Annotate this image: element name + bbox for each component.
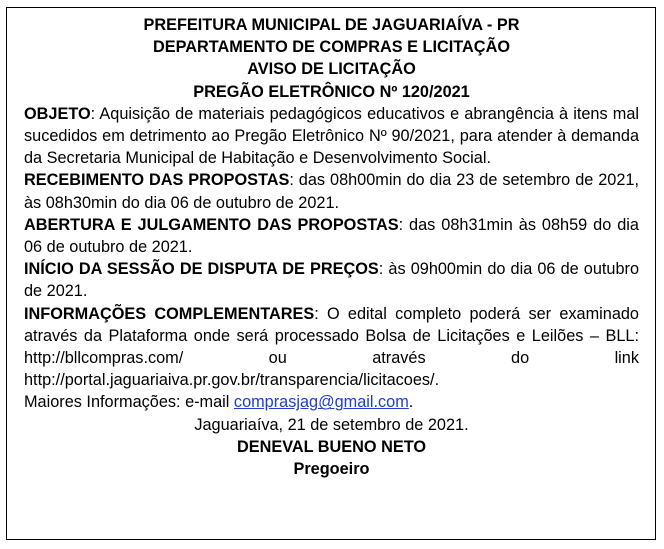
objeto-label: OBJETO bbox=[24, 104, 91, 123]
abertura-label: ABERTURA E JULGAMENTO DAS PROPOSTAS bbox=[24, 215, 399, 234]
abertura-text: : das 08h31min às 08h59 do dia 06 de outubro de 2021. bbox=[24, 215, 639, 257]
contact-line bbox=[24, 391, 639, 413]
date-line: Jaguariaíva, 21 de setembro de 2021. bbox=[194, 415, 469, 434]
header-aviso: AVISO DE LICITAÇÃO bbox=[247, 60, 416, 79]
informacoes-text: : O edital completo poderá ser examinado através da Plataforma onde será processado Bolsa de Licitações e Leilões – BLL: http://bllcompras.com/ ou através do link http://portal.jaguariaiva.pr.gov.br/transparencia/licitacoes/. bbox=[24, 304, 639, 390]
inicio-label: INÍCIO DA SESSÃO DE DISPUTA DE PREÇOS bbox=[24, 260, 379, 279]
signer-name: DENEVAL BUENO NETO bbox=[236, 437, 427, 456]
inicio-text: : às 09h00min do dia 06 de outubro de 2021. bbox=[24, 260, 639, 301]
section-informacoes bbox=[24, 303, 639, 392]
objeto-text: : Aquisição de materiais pedagógicos educativos e abrangência à itens mal sucedidos em detrimento ao Pregão Eletrônico Nº 90/2021, para atender à demanda da Secretaria Municipal de Habitação e Desenvolvimento Social. bbox=[24, 104, 639, 168]
email-link[interactable]: comprasjag@gmail.com bbox=[233, 393, 409, 412]
section-objeto bbox=[24, 103, 639, 170]
contact-suffix: . bbox=[408, 393, 414, 412]
licitacao-notice bbox=[6, 7, 656, 540]
recebimento-text: : das 08h00min do dia 23 de setembro de 2021, às 08h30min do dia 06 de outubro de 2021. bbox=[24, 171, 639, 212]
signer-role: Pregoeiro bbox=[293, 460, 370, 479]
header-pregao: PREGÃO ELETRÔNICO Nº 120/2021 bbox=[193, 82, 470, 101]
section-abertura bbox=[24, 214, 639, 258]
contact-prefix: Maiores Informações: e-mail bbox=[24, 393, 234, 412]
header-departamento: DEPARTAMENTO DE COMPRAS E LICITAÇÃO bbox=[153, 38, 510, 57]
section-inicio bbox=[24, 258, 639, 302]
informacoes-label: INFORMAÇÕES COMPLEMENTARES bbox=[24, 304, 315, 323]
header-prefeitura: PREFEITURA MUNICIPAL DE JAGUARIAÍVA - PR bbox=[143, 16, 520, 34]
section-recebimento bbox=[24, 169, 639, 213]
recebimento-label: RECEBIMENTO DAS PROPOSTAS bbox=[24, 171, 290, 190]
